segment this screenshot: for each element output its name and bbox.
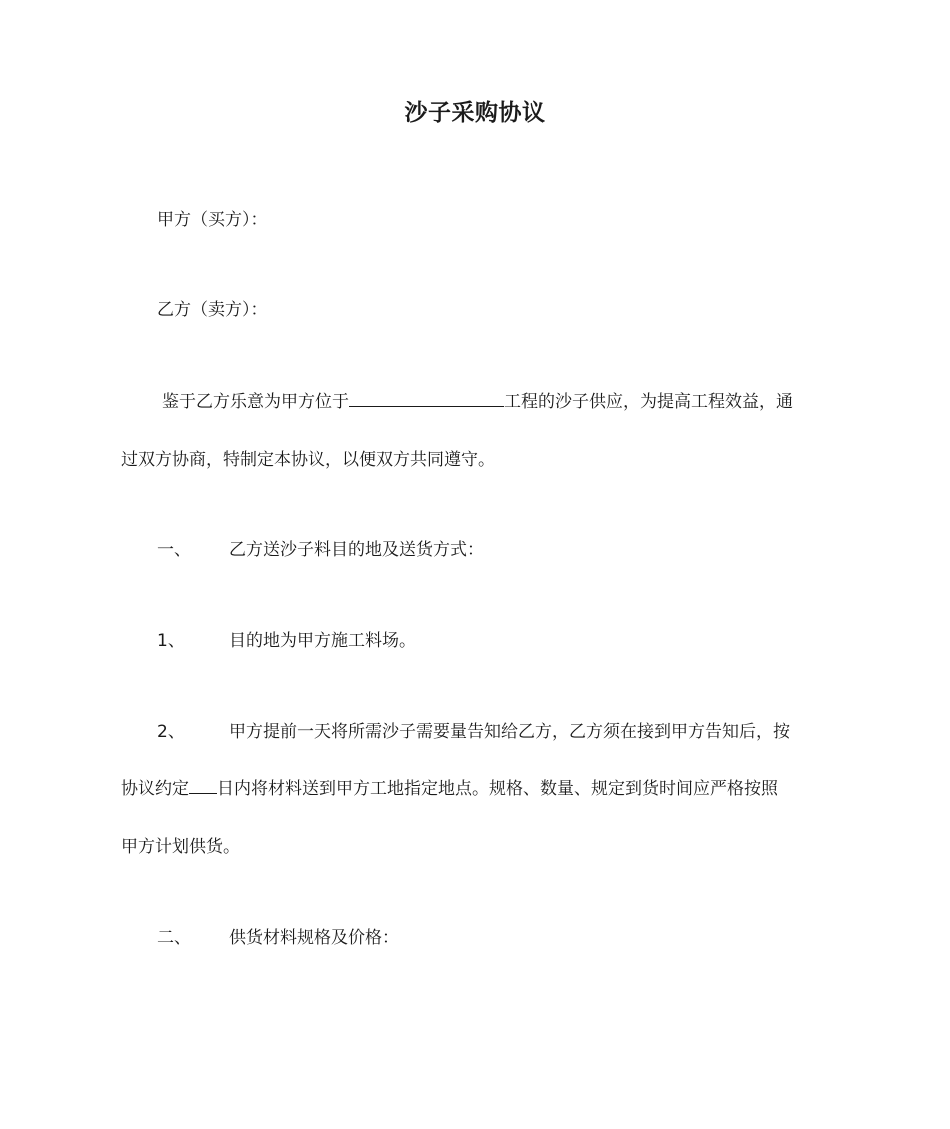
- item-2-number: 2、: [157, 722, 185, 742]
- item-2-text-after-blank: 日内将材料送到甲方工地指定地点。规格、数量、规定到货时间应严格按照: [217, 779, 778, 799]
- item-2-line-1: 甲方提前一天将所需沙子需要量告知给乙方，乙方须在接到甲方告知后，按: [229, 722, 790, 742]
- item-1-text: 目的地为甲方施工料场。: [229, 631, 416, 651]
- item-1-number: 1、: [157, 631, 185, 651]
- party-a-label: 甲方（买方）：: [157, 210, 268, 230]
- item-2-line-2: [121, 776, 778, 802]
- preamble-text-after-blank: 工程的沙子供应，为提高工程效益，通: [504, 392, 793, 412]
- document-title: 沙子采购协议: [404, 100, 546, 126]
- section-1-number: 一、: [157, 540, 191, 560]
- item-2-line-3: 甲方计划供货。: [121, 837, 240, 857]
- preamble-line-1: [162, 389, 793, 415]
- delivery-days-blank: [189, 776, 217, 794]
- section-1-heading: 乙方送沙子料目的地及送货方式：: [229, 540, 484, 560]
- project-name-blank: [349, 389, 504, 407]
- party-b-label: 乙方（卖方）：: [157, 300, 268, 320]
- section-2-number: 二、: [157, 928, 191, 948]
- item-2-text-before-blank: 协议约定: [121, 779, 189, 799]
- section-2-heading: 供货材料规格及价格：: [229, 928, 399, 948]
- preamble-line-2: 过双方协商，特制定本协议，以便双方共同遵守。: [121, 450, 495, 470]
- preamble-text-before-blank: 鉴于乙方乐意为甲方位于: [162, 392, 349, 412]
